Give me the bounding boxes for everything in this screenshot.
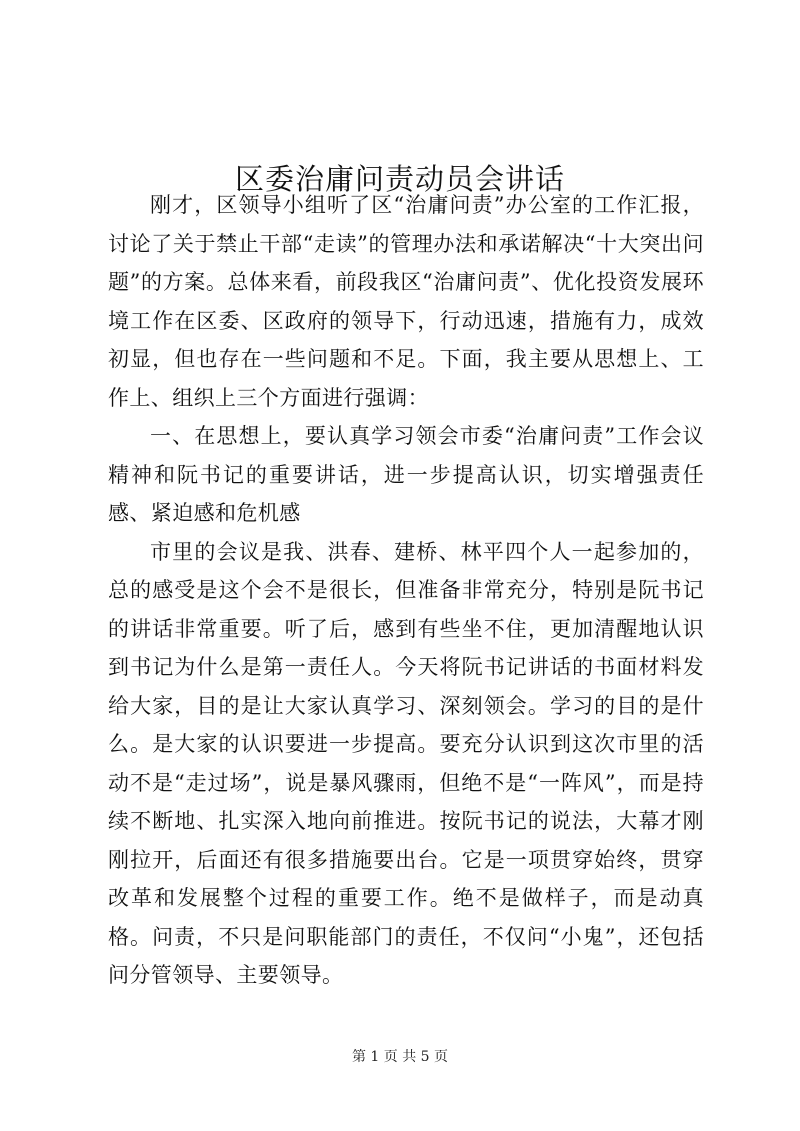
paragraph-body: 市里的会议是我、洪春、建桥、林平四个人一起参加的，总的感受是这个会不是很长，但准备非常充分，特别是阮书记的讲话非常重要。听了后，感到有些坐不住，更加清醒地认识到书记为什么是第一责任人。今天将阮书记讲话的书面材料发给大家，目的是让大家认真学习、深刻领会。学习的目的是什么。是大家的认识要进一步提高。要充分认识到这次市里的活动不是“走过场”，说是暴风骤雨，但绝不是“一阵风”，而是持续不断地、扎实深入地向前推进。按阮书记的说法，大幕才刚刚拉开，后面还有很多措施要出台。它是一项贯穿始终，贯穿改革和发展整个过程的重要工作。绝不是做样子，而是动真格。问责，不只是问职能部门的责任，不仅问“小鬼”，还包括问分管领导、主要领导。 [108,539,704,987]
paragraph-section-heading: 一、在思想上，要认真学习领会市委“治庸问责”工作会议精神和阮书记的重要讲话，进一步提高认识，切实增强责任感、紧迫感和危机感 [108,424,704,525]
document-title: 区委治庸问责动员会讲话 [234,162,565,197]
paragraph-intro: 刚才，区领导小组听了区“治庸问责”办公室的工作汇报，讨论了关于禁止干部“走读”的管理办法和承诺解决“十大突出问题”的方案。总体来看，前段我区“治庸问责”、优化投资发展环境工作在区委、区政府的领导下，行动迅速，措施有力，成效初显，但也存在一些问题和不足。下面，我主要从思想上、工作上、组织上三个方面进行强调： [108,193,704,410]
document-body [108,186,704,995]
page-number-footer: 第 1 页 共 5 页 [351,1049,449,1065]
